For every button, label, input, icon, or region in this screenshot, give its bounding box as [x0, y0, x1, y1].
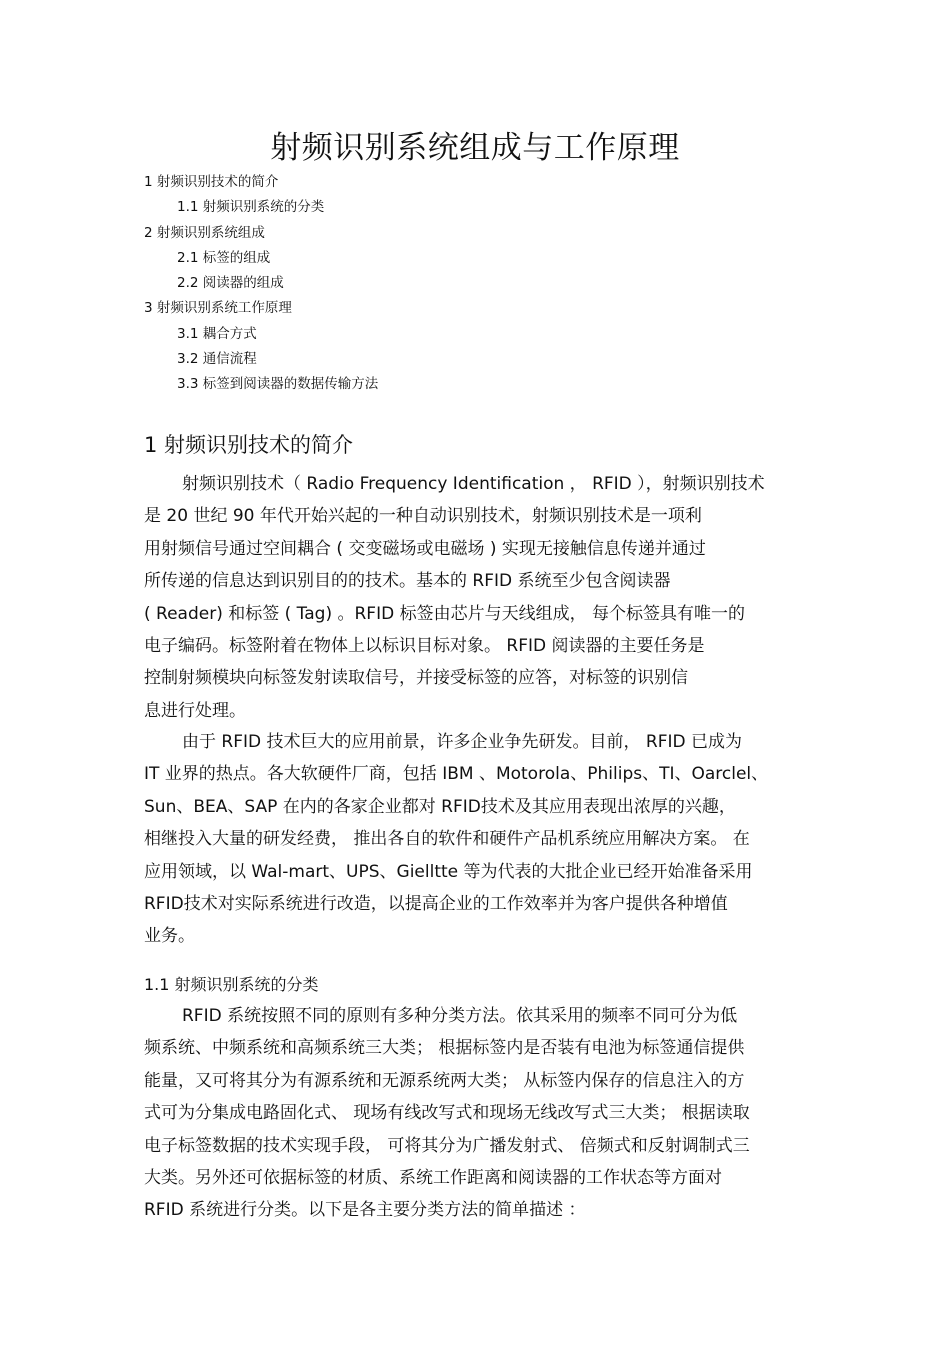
toc-item: 3 射频识别系统工作原理 — [144, 300, 292, 317]
toc-item: 3.1 耦合方式 — [177, 325, 257, 342]
toc-item: 1 射频识别技术的简介 — [144, 174, 279, 190]
paragraph-line: 是 20 世纪 90 年代开始兴起的一种自动识别技术，射频识别技术是一项利 — [144, 506, 702, 527]
paragraph-line: RFID 系统进行分类。以下是各主要分类方法的简单描述 ： — [144, 1200, 586, 1221]
toc-item: 2.2 阅读器的组成 — [177, 275, 284, 292]
paragraph-line: 电子标签数据的技术实现手段， 可将其分为广播发射式、 倍频式和反射调制式三 — [144, 1135, 750, 1156]
section-1-paragraph-1 — [144, 468, 814, 727]
paragraph-line: 相继投入大量的研发经费， 推出各自的软件和硬件产品机系统应用解决方案。 在 — [144, 829, 750, 850]
toc-item: 2.1 标签的组成 — [177, 249, 271, 266]
section-1-heading: 1 射频识别技术的简介 — [144, 433, 354, 457]
paragraph-line: 电子编码。标签附着在物体上以标识目标对象。 RFID 阅读器的主要任务是 — [144, 636, 705, 657]
paragraph-line: 能量，又可将其分为有源系统和无源系统两大类； 从标签内保存的信息注入的方 — [144, 1070, 745, 1091]
paragraph-line: RFID技术对实际系统进行改造，以提高企业的工作效率并为客户提供各种增值 — [144, 894, 728, 915]
section-1-1-heading: 1.1 射频识别系统的分类 — [144, 975, 319, 994]
paragraph-line: 射频识别技术（ Radio Frequency Identification ， RFID ），射频识别技术 — [182, 474, 765, 494]
paragraph-line: 所传递的信息达到识别目的的技术。基本的 RFID 系统至少包含阅读器 — [144, 571, 671, 592]
paragraph-line: Sun、BEA、SAP 在内的各家企业都对 RFID技术及其应用表现出浓厚的兴趣， — [144, 796, 736, 817]
paragraph-line: ( Reader) 和标签 ( Tag) 。RFID 标签由芯片与天线组成， 每个标签具有唯一的 — [144, 603, 745, 624]
paragraph-line: 大类。另外还可依据标签的材质、系统工作距离和阅读器的工作状态等方面对 — [144, 1168, 722, 1189]
paragraph-line: 用射频信号通过空间耦合 ( 交变磁场或电磁场 ) 实现无接触信息传递并通过 — [144, 538, 706, 559]
paragraph-line: 控制射频模块向标签发射读取信号，并接受标签的应答，对标签的识别信 — [144, 668, 688, 689]
page-title: 射频识别系统组成与工作原理 — [270, 130, 680, 166]
paragraph-line: 频系统、中频系统和高频系统三大类； 根据标签内是否装有电池为标签通信提供 — [144, 1038, 745, 1059]
paragraph-line: RFID 系统按照不同的原则有多种分类方法。依其采用的频率不同可分为低 — [182, 1006, 738, 1026]
toc-item: 2 射频识别系统组成 — [144, 224, 265, 241]
section-1-paragraph-2 — [144, 726, 814, 953]
toc-item: 3.3 标签到阅读器的数据传输方法 — [177, 376, 379, 393]
toc-item: 1.1 射频识别系统的分类 — [177, 199, 325, 216]
toc-item: 3.2 通信流程 — [177, 351, 257, 368]
paragraph-line: IT 业界的热点。各大软硬件厂商，包括 IBM 、Motorola、Philips、TI、Oarclel、 — [144, 764, 769, 785]
paragraph-line: 业务。 — [144, 926, 195, 947]
paragraph-line: 式可为分集成电路固化式、 现场有线改写式和现场无线改写式三大类； 根据读取 — [144, 1103, 750, 1124]
table-of-contents — [144, 170, 744, 398]
paragraph-line: 息进行处理。 — [144, 700, 246, 721]
paragraph-line: 应用领域，以 Wal-mart、UPS、Gielltte 等为代表的大批企业已经开始准备采用 — [144, 861, 753, 882]
section-1-1-paragraph — [144, 1000, 814, 1227]
paragraph-line: 由于 RFID 技术巨大的应用前景，许多企业争先研发。目前， RFID 已成为 — [182, 732, 743, 752]
